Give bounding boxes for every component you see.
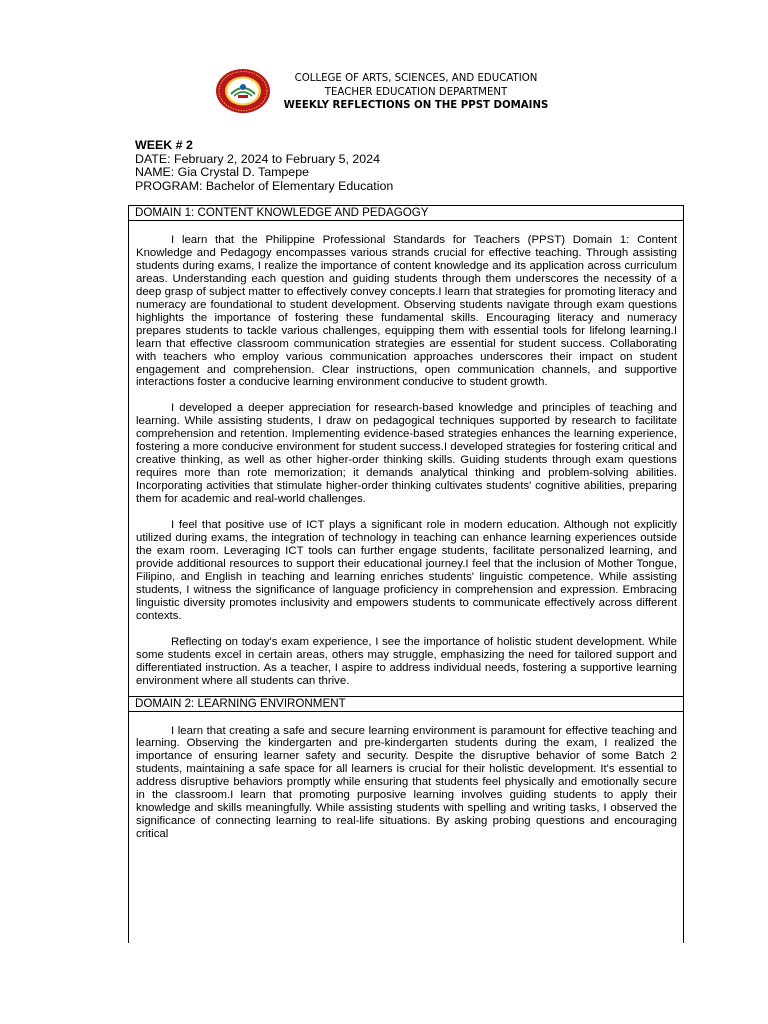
student-info (135, 139, 675, 193)
domain-1-paragraph-4: Reflecting on today's exam experience, I see the importance of holistic student development. While some students excel in certain areas, others may struggle, emphasizing the need for tailored support and differentiated instruction. As a teacher, I aspire to address individual needs, fostering a supportive learning environment where all students can thrive. (136, 635, 677, 687)
header-text-block (276, 72, 556, 113)
domain-1-paragraph-2: I developed a deeper appreciation for research-based knowledge and principles of teaching and learning. While assisting students, I draw on pedagogical techniques supported by research to facilitate comprehension and retention. Implementing evidence-based strategies enhances the learning experience, fostering a more conducive environment for student success.I developed strategies for fostering critical and creative thinking, as well as other higher-order thinking skills. Guiding students through exam questions requires more than rote memorization; it demands analytical thinking and problem-solving abilities. Incorporating activities that stimulate higher-order thinking cultivates students' cognitive abilities, preparing them for academic and real-world challenges. (136, 402, 677, 506)
date-line: DATE: February 2, 2024 to February 5, 2024 (135, 151, 380, 166)
document-title: WEEKLY REFLECTIONS ON THE PPST DOMAINS (283, 100, 549, 111)
program-line: PROGRAM: Bachelor of Elementary Education (135, 178, 394, 193)
domain-2-heading: DOMAIN 2: LEARNING ENVIRONMENT (129, 696, 683, 712)
domain-1-heading: DOMAIN 1: CONTENT KNOWLEDGE AND PEDAGOGY (129, 206, 683, 221)
domain-2-body (129, 712, 683, 850)
domain-1-body (129, 221, 683, 696)
domain-1-paragraph-3: I feel that positive use of ICT plays a significant role in modern education. Although not explicitly utilized during exams, the integration of technology in teaching can enhance learning experiences outside the exam room. Leveraging ICT tools can further engage students, facilitate personalized learning, and provide additional resources to support their educational journey.I feel that the inclusion of Mother Tongue, Filipino, and English in teaching and learning enriches students' linguistic competence. While assisting students, I witness the significance of language proficiency in comprehension and expression. Embracing linguistic diversity promotes inclusivity and empowers students to communicate effectively across different contexts. (136, 519, 677, 622)
week-label: WEEK # 2 (135, 138, 193, 152)
college-seal-graphic (214, 68, 272, 114)
domain-2-paragraph-1: I learn that creating a safe and secure learning environment is paramount for effective teaching and learning. Observing the kindergarten and pre-kindergarten students during the exam, I realized the importance of ensuring learner safety and security. Despite the disruptive behavior of some Batch 2 students, maintaining a safe space for all learners is crucial for their holistic development. It's essential to address disruptive behaviors promptly while ensuring that students feel physically and emotionally secure in the classroom.I learn that promoting purposive learning involves guiding students to apply their knowledge and skills meaningfully. While assisting students with spelling and writing tasks, I observed the significance of connecting learning to real-life situations. By asking probing questions and encouraging critical (136, 724, 677, 841)
document-header (214, 68, 554, 116)
name-line: NAME: Gia Crystal D. Tampepe (135, 165, 309, 180)
reflection-table (128, 205, 684, 943)
domain-1-paragraph-1: I learn that the Philippine Professional Standards for Teachers (PPST) Domain 1: Content Knowledge and Pedagogy encompasses various strands crucial for effective teaching. Through assisting students during exams, I realize the importance of content knowledge and its application across curriculum areas. Understanding each question and guiding students through them underscores the necessity of a deep grasp of subject matter to effectively convey concepts.I learn that strategies for promoting literacy and numeracy are foundational to student development. Observing students navigate through exam questions highlights the importance of fostering these fundamental skills. Encouraging literacy and numeracy prepares students to tackle various challenges, equipping them with essential tools for lifelong learning.I learn that effective classroom communication strategies are essential for student success. Collaborating with teachers who employ various communication approaches underscores their impact on student engagement and comprehension. Clear instructions, open communication channels, and supportive interactions foster a conducive learning environment conducive to student growth. (136, 234, 677, 389)
department-name: TEACHER EDUCATION DEPARTMENT (324, 86, 508, 98)
college-name: COLLEGE OF ARTS, SCIENCES, AND EDUCATION (294, 73, 538, 84)
college-seal-icon (214, 68, 272, 114)
